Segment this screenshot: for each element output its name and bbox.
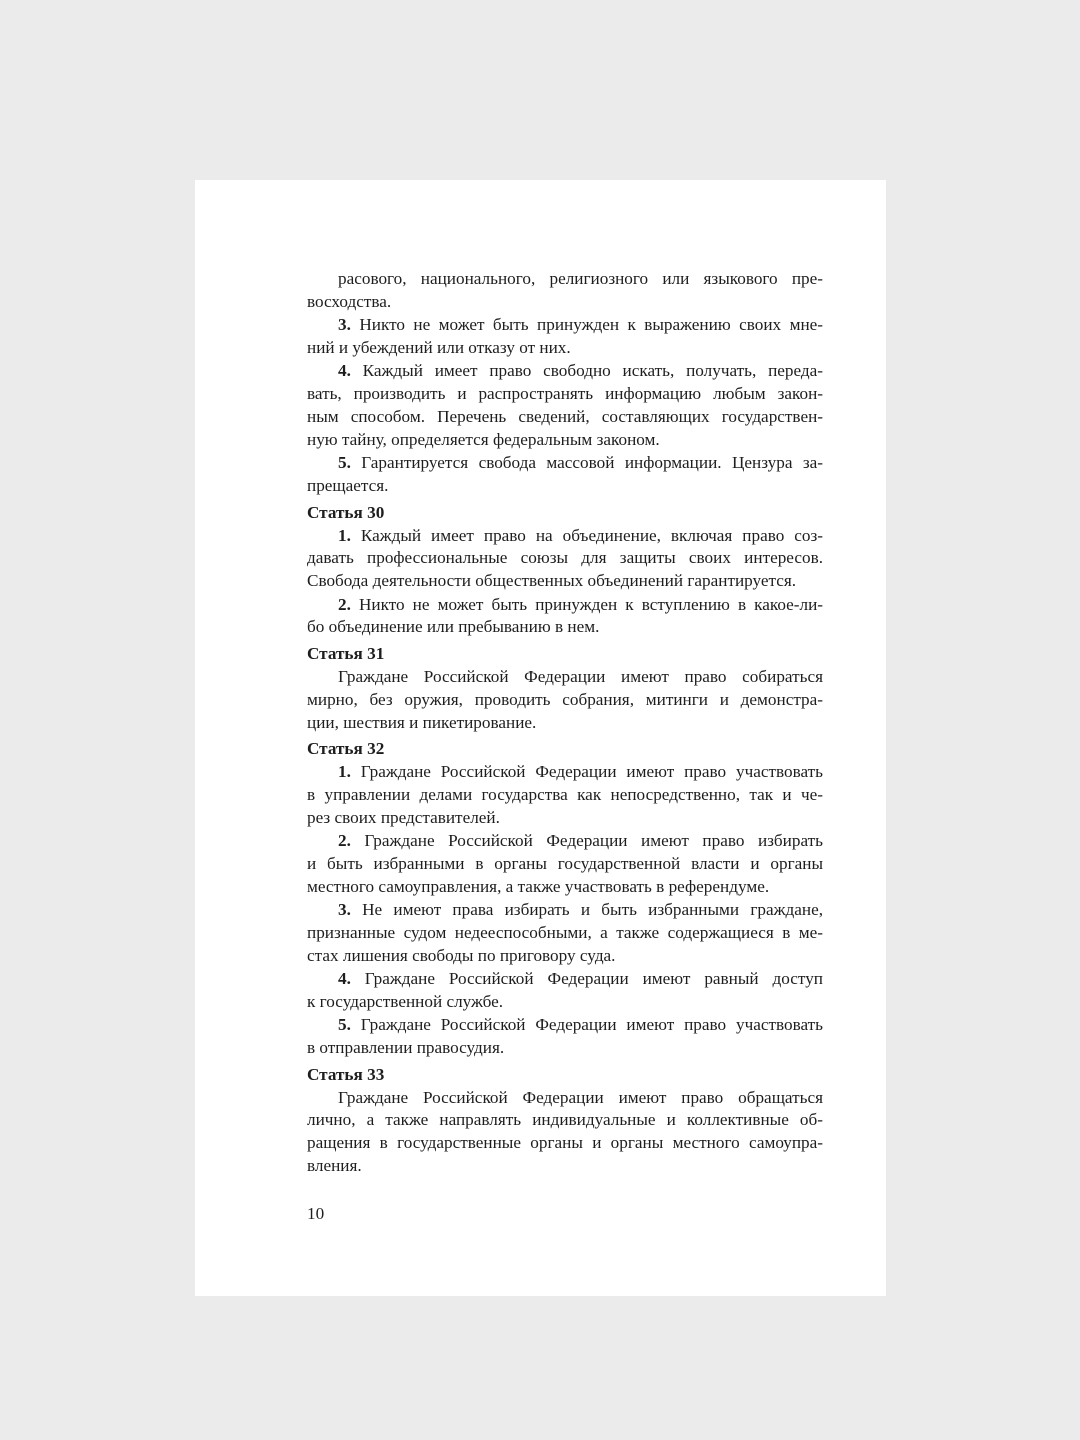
clause-number: 1. [338, 762, 351, 782]
clause-number: 5. [338, 1015, 351, 1035]
text-line [307, 899, 823, 922]
text-line [307, 1037, 823, 1060]
line-text: стах лишения свободы по приговору суда. [307, 945, 616, 965]
line-text: ную тайну, определяется федеральным законом. [307, 429, 660, 449]
paragraph [307, 968, 823, 1014]
line-text: Каждый имеет право на объединение, включая право соз- [350, 525, 823, 545]
paragraph [307, 899, 823, 967]
text-line [307, 991, 823, 1014]
line-text: Граждане Российской Федерации имеют право собираться [338, 666, 823, 686]
text-line [307, 547, 823, 570]
text-line [307, 429, 823, 452]
line-text: прещается. [307, 475, 389, 495]
paragraph [307, 830, 823, 898]
text-line [307, 570, 823, 593]
text-line [307, 1109, 823, 1132]
text-line [307, 337, 823, 360]
text-line [307, 1155, 823, 1178]
paragraph [307, 1014, 823, 1060]
line-text: Никто не может быть принужден к вступлению в какое-ли- [350, 594, 823, 614]
line-text: Не имеют права избирать и быть избранными граждане, [350, 900, 823, 920]
line-text: Граждане Российской Федерации имеют право участвовать [350, 1015, 823, 1035]
line-text: и быть избранными в органы государственной власти и органы [307, 853, 823, 873]
text-line [307, 268, 823, 291]
article-heading: Статья 31 [307, 644, 385, 664]
text-line [307, 1014, 823, 1037]
paragraph [307, 1087, 823, 1178]
text-line [307, 876, 823, 899]
paragraph [307, 666, 823, 734]
text-line [307, 968, 823, 991]
line-text: вления. [307, 1156, 362, 1176]
line-text: рез своих представителей. [307, 807, 500, 827]
text-line [307, 360, 823, 383]
paragraph [307, 594, 823, 640]
document-page [195, 180, 886, 1296]
line-text: Свобода деятельности общественных объединений гарантируется. [307, 571, 797, 591]
line-text: лично, а также направлять индивидуальные и коллективные об- [307, 1110, 823, 1130]
paragraph [307, 452, 823, 498]
text-line [307, 689, 823, 712]
text-line [307, 761, 823, 784]
text-line [307, 475, 823, 498]
text-line [307, 712, 823, 735]
line-text: вать, производить и распространять информацию любым закон- [307, 384, 823, 404]
text-line [307, 452, 823, 475]
line-text: ращения в государственные органы и органы местного самоупра- [307, 1133, 823, 1153]
clause-number: 1. [338, 525, 351, 545]
line-text: ным способом. Перечень сведений, составляющих государствен- [307, 406, 823, 426]
text-line [307, 525, 823, 548]
text-line [307, 383, 823, 406]
paragraph [307, 525, 823, 593]
line-text: Никто не может быть принужден к выражению своих мне- [350, 315, 823, 335]
paragraph [307, 314, 823, 360]
line-text: Гарантируется свобода массовой информации. Цензура за- [350, 453, 823, 473]
text-line [307, 853, 823, 876]
text-line [307, 406, 823, 429]
line-text: восходства. [307, 291, 392, 311]
article-heading: Статья 30 [307, 502, 385, 522]
line-text: бо объединение или пребыванию в нем. [307, 617, 600, 637]
line-text: признанные судом недееспособными, а также содержащиеся в ме- [307, 922, 823, 942]
text-line [307, 594, 823, 617]
line-text: Граждане Российской Федерации имеют право избирать [350, 831, 823, 851]
paragraph [307, 268, 823, 314]
line-text: Каждый имеет право свободно искать, получать, переда- [350, 361, 823, 381]
clause-number: 3. [338, 315, 351, 335]
article-heading: Статья 33 [307, 1064, 385, 1084]
line-text: к государственной службе. [307, 991, 504, 1011]
text-line [307, 945, 823, 968]
line-text: в управлении делами государства как непосредственно, так и че- [307, 784, 823, 804]
line-text: ний и убеждений или отказу от них. [307, 337, 571, 357]
clause-number: 3. [338, 900, 351, 920]
text-line [307, 807, 823, 830]
text-line [307, 830, 823, 853]
line-text: в отправлении правосудия. [307, 1038, 505, 1058]
text-line [307, 291, 823, 314]
article-heading: Статья 32 [307, 739, 385, 759]
paragraph [307, 360, 823, 451]
text-line [307, 616, 823, 639]
text-line [307, 1132, 823, 1155]
line-text: давать профессиональные союзы для защиты своих интересов. [307, 548, 823, 568]
line-text: Граждане Российской Федерации имеют право обращаться [338, 1087, 823, 1107]
clause-number: 4. [338, 361, 351, 381]
clause-number: 2. [338, 831, 351, 851]
line-text: Граждане Российской Федерации имеют право участвовать [350, 762, 823, 782]
text-line [307, 1087, 823, 1110]
clause-number: 5. [338, 453, 351, 473]
page-number: 10 [307, 1204, 325, 1223]
line-text: Граждане Российской Федерации имеют равный доступ [350, 969, 823, 989]
text-line [307, 922, 823, 945]
text-line [307, 666, 823, 689]
line-text: ции, шествия и пикетирование. [307, 712, 537, 732]
text-line [307, 784, 823, 807]
paragraph [307, 761, 823, 829]
line-text: расового, национального, религиозного или языкового пре- [338, 269, 823, 288]
line-text: мирно, без оружия, проводить собрания, митинги и демонстра- [307, 689, 823, 709]
clause-number: 2. [338, 594, 351, 614]
line-text: местного самоуправления, а также участвовать в референдуме. [307, 876, 770, 896]
text-line [307, 314, 823, 337]
body-text [307, 268, 823, 1178]
clause-number: 4. [338, 969, 351, 989]
